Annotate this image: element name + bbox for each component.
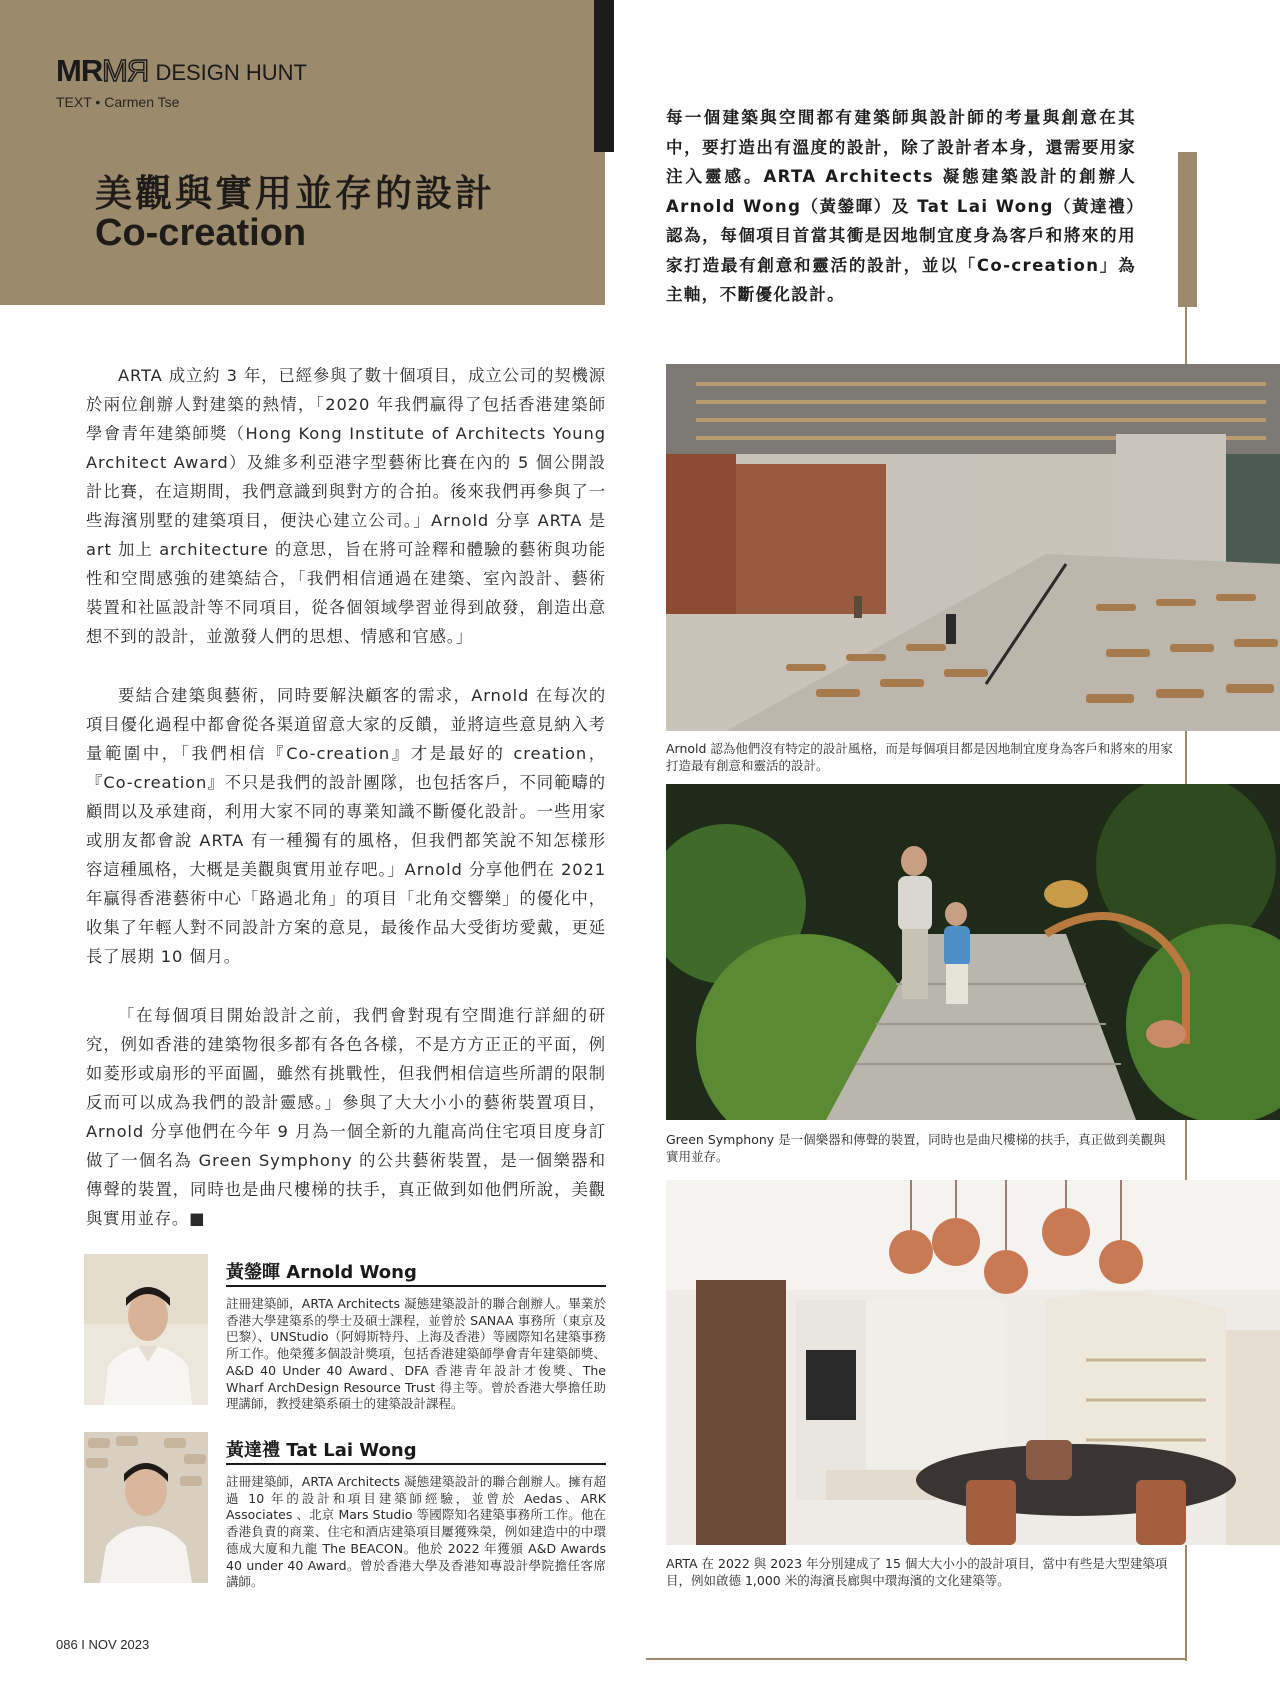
logo-rm-mirrored: RM bbox=[103, 53, 150, 88]
gold-side-tab bbox=[1178, 152, 1197, 307]
profile-name-tat-lai: 黃達禮 Tat Lai Wong bbox=[226, 1440, 417, 1461]
photo-green-symphony bbox=[666, 784, 1280, 1120]
header-block bbox=[0, 0, 605, 305]
logo-section: DESIGN HUNT bbox=[155, 60, 307, 85]
page-folio: 086 I NOV 2023 bbox=[56, 1637, 150, 1652]
caption-photo-3: ARTA 在 2022 與 2023 年分別建成了 15 個大大小小的設計項目，當中有些是大型建築項目，例如啟德 1,000 米的海濱長廊與中環海濱的文化建築等。 bbox=[666, 1556, 1168, 1588]
magazine-logo bbox=[56, 53, 307, 88]
portrait-arnold-wong bbox=[84, 1254, 208, 1405]
photo-amphitheatre-steps bbox=[666, 364, 1280, 731]
profile-name-arnold: 黃鎣暉 Arnold Wong bbox=[226, 1262, 417, 1283]
body-paragraph-1: ARTA 成立約 3 年，已經參與了數十個項目，成立公司的契機源於兩位創辦人對建築的熱情，「2020 年我們贏得了包括香港建築師學會青年建築師獎（Hong Kong Institute of Architects Young Architect Award）及維多利亞港字型藝術比賽在內的 5 個公開設計比賽，在這期間，我們意識到與對方的合拍。後來我們再參與了一些海濱別墅的建築項目，便決心建立公司。」Arnold 分享 ARTA 是 art 加上 architecture 的意思，旨在將可詮釋和體驗的藝術與功能性和空間感強的建築結合，「我們相信通過在建築、室內設計、藝術裝置和社區設計等不同項目，從各個領域學習並得到啟發，創造出意想不到的設計，並激發人們的思想、情感和官感。」 bbox=[86, 366, 606, 646]
body-column-3 bbox=[86, 1001, 606, 1233]
body-paragraph-3: 「在每個項目開始設計之前，我們會對現有空間進行詳細的研究，例如香港的建築物很多都有各色各樣，不是方方正正的平面，例如菱形或扇形的平面圖，雖然有挑戰性，但我們相信這些所謂的限制反而可以成為我們的設計靈感。」參與了大大小小的藝術裝置項目，Arnold 分享他們在今年 9 月為一個全新的九龍高尚住宅項目度身訂做了一個名為 Green Symphony 的公共藝術裝置，是一個樂器和傳聲的裝置，同時也是曲尺樓梯的扶手，真正做到如他們所說，美觀與實用並存。■ bbox=[86, 1006, 606, 1228]
article-title-english: Co-creation bbox=[95, 212, 307, 254]
photo-interior-dining bbox=[666, 1180, 1280, 1545]
caption-photo-2: Green Symphony 是一個樂器和傳聲的裝置，同時也是曲尺樓梯的扶手，真正做到美觀與實用並存。 bbox=[666, 1132, 1166, 1164]
profile-rule-2 bbox=[226, 1463, 606, 1465]
profile-bio-tat-lai: 註冊建築師，ARTA Architects 凝態建築設計的聯合創辦人。擁有超過 10 年的設計和項目建築師經驗，並曾於 Aedas、ARK Associates 、北京 Mars Studio 等國際知名建築事務所工作。他在香港負責的商業、住宅和酒店建築項目屢獲殊榮，例如建造中的中環德成大廈和九龍 The BEACON。他於 2022 年獲頒 A&D Awards 40 under 40 Award。曾於香港大學及香港知專設計學院擔任客席講師。 bbox=[226, 1474, 606, 1590]
intro-paragraph: 每一個建築與空間都有建築師與設計師的考量與創意在其中，要打造出有溫度的設計，除了設計者本身，還需要用家注入靈感。ARTA Architects 凝態建築設計的創辦人 Arnold Wong（黃鎣暉）及 Tat Lai Wong（黃達禮）認為，每個項目首當其衝是因地制宜度身為客戶和將來的用家打造最有創意和靈活的設計，並以「Co-creation」為主軸，不斷優化設計。 bbox=[666, 108, 1136, 304]
body-column-2 bbox=[86, 681, 606, 971]
logo-mr: MR bbox=[56, 53, 103, 88]
body-paragraph-2: 要結合建築與藝術，同時要解決顧客的需求，Arnold 在每次的項目優化過程中都會從各渠道留意大家的反饋，並將這些意見納入考量範圍中，「我們相信『Co-creation』才是最好的 creation，『Co-creation』不只是我們的設計團隊，也包括客戶，不同範疇的顧問以及承建商，利用大家不同的專業知識不斷優化設計。一些用家或朋友都會說 ARTA 有一種獨有的風格，但我們都笑說不知怎樣形容這種風格，大概是美觀與實用並存吧。」Arnold 分享他們在 2021 年贏得香港藝術中心「路過北角」的項目「北角交響樂」的優化中，收集了年輕人對不同設計方案的意見，最後作品大受街坊愛戴，更延長了展期 10 個月。 bbox=[86, 686, 606, 966]
portrait-tat-lai-wong bbox=[84, 1432, 208, 1583]
body-column bbox=[86, 361, 606, 651]
author-credit: TEXT • Carmen Tse bbox=[56, 94, 180, 110]
profile-rule bbox=[226, 1285, 606, 1287]
header-black-bar bbox=[594, 0, 614, 152]
bottom-rule bbox=[646, 1658, 1187, 1660]
profile-bio-arnold: 註冊建築師，ARTA Architects 凝態建築設計的聯合創辦人。畢業於香港大學建築系的學士及碩士課程，並曾於 SANAA 事務所（東京及巴黎）、UNStudio（阿姆斯特丹、上海及香港）等國際知名建築事務所工作。他榮獲多個設計獎項，包括香港建築師學會青年建築師獎、A&D 40 Under 40 Award、DFA 香港青年設計才俊獎、The Wharf ArchDesign Resource Trust 得主等。曾於香港大學擔任助理講師，教授建築系碩士的建築設計課程。 bbox=[226, 1296, 606, 1412]
article-title-chinese: 美觀與實用並存的設計 bbox=[95, 172, 495, 215]
caption-photo-1: Arnold 認為他們沒有特定的設計風格，而是每個項目都是因地制宜度身為客戶和將來的用家打造最有創意和靈活的設計。 bbox=[666, 741, 1173, 773]
